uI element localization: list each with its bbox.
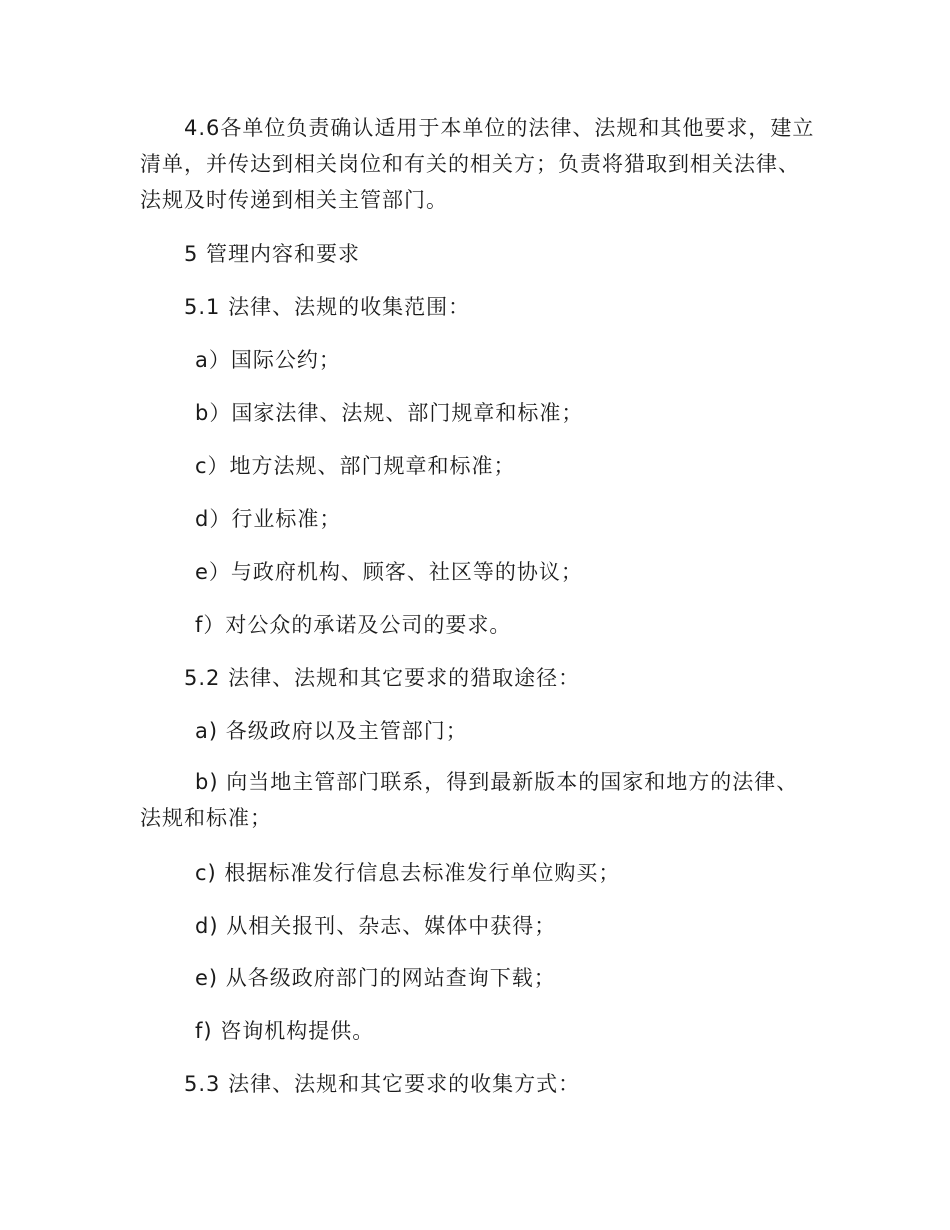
heading-5-3: 5.3 法律、法规和其它要求的收集方式：: [184, 1072, 581, 1096]
list-item-5-2-c: c) 根据标准发行信息去标准发行单位购买；: [195, 861, 621, 885]
list-item-5-1-f: f）对公众的承诺及公司的要求。: [195, 613, 512, 637]
heading-5: 5 管理内容和要求: [184, 242, 361, 266]
list-item-5-2-e: e) 从各级政府部门的网站查询下载；: [195, 966, 556, 990]
list-item-5-2-f: f) 咨询机构提供。: [195, 1019, 375, 1043]
paragraph-4-6-line-2: 清单，并传达到相关岗位和有关的相关方；负责将猎取到相关法律、: [140, 152, 800, 176]
list-item-5-2-d: d) 从相关报刊、杂志、媒体中获得；: [195, 914, 557, 938]
paragraph-4-6-line-3: 法规及时传递到相关主管部门。: [140, 188, 448, 212]
list-item-5-2-a: a) 各级政府以及主管部门；: [195, 719, 468, 743]
list-item-5-1-c: c）地方法规、部门规章和标准；: [195, 454, 516, 478]
heading-5-2: 5.2 法律、法规和其它要求的猎取途径：: [184, 666, 581, 690]
paragraph-4-6-line-1: 4.6各单位负责确认适用于本单位的法律、法规和其他要求，建立: [184, 116, 815, 140]
list-item-5-1-e: e）与政府机构、顾客、社区等的协议；: [195, 560, 583, 584]
list-item-5-1-a: a）国际公约；: [195, 348, 341, 372]
list-item-5-2-b-line-1: b) 向当地主管部门联系，得到最新版本的国家和地方的法律、: [195, 770, 799, 794]
list-item-5-1-d: d）行业标准；: [195, 507, 342, 531]
list-item-5-2-b-line-2: 法规和标准；: [140, 806, 272, 830]
heading-5-1: 5.1 法律、法规的收集范围：: [184, 295, 471, 319]
list-item-5-1-b: b）国家法律、法规、部门规章和标准；: [195, 401, 584, 425]
